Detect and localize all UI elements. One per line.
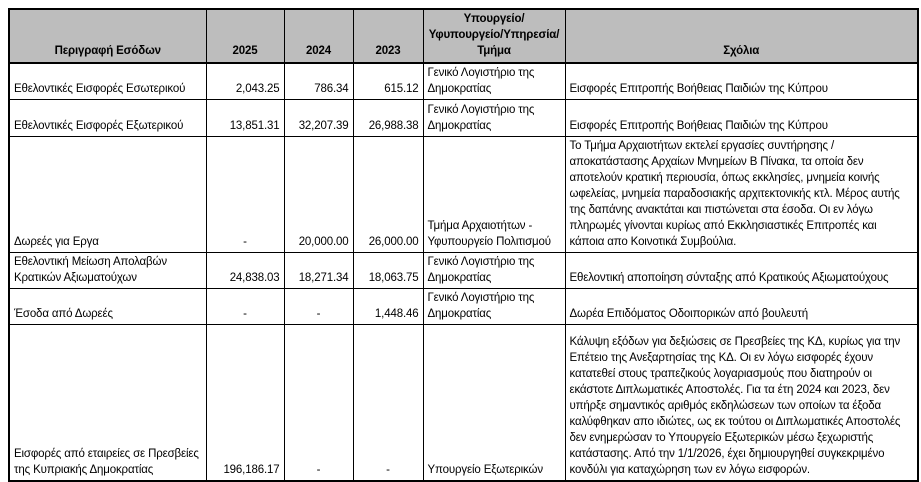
header-row [9, 9, 918, 63]
column-header-2025[interactable]: 2025 [206, 9, 284, 63]
cell-ministry[interactable]: Υπουργείο Εξωτερικών [423, 325, 565, 481]
cell-ministry[interactable]: Γενικό Λογιστήριο της Δημοκρατίας [423, 63, 565, 100]
cell-ministry[interactable]: Τμήμα Αρχαιοτήτων - Υφυπουργείο Πολιτισμού [423, 137, 565, 253]
column-header-2023[interactable]: 2023 [353, 9, 423, 63]
cell-2023-value[interactable]: 615.12 [353, 63, 423, 100]
cell-comments[interactable]: Το Τμήμα Αρχαιοτήτων εκτελεί εργασίες συντήρησης / αποκατάστασης Αρχαίων Μνημείων Β Πίνακα, τα οποία δεν αποτελούν κρατική περιουσία, όπως εκκλησίες, μνημεία κοινής ωφελείας, μνημεία παραδοσιακής αρχιτεκτονικής κτλ. Μέρος αυτής της δαπάνης ανακτάται και πιστώνεται στα έσοδα. Οι εν λόγω πληρωμές γίνονται κυρίως από Εκκλησιαστικές Επιτροπές και κάποια απο Κοινοτικά Συμβούλια. [565, 137, 918, 253]
cell-2023-value[interactable]: 26,000.00 [353, 137, 423, 253]
cell-description[interactable]: Εθελοντικές Εισφορές Εξωτερικού [9, 100, 206, 137]
cell-2023-value[interactable]: 26,988.38 [353, 100, 423, 137]
cell-description[interactable]: Εισφορές από εταιρείες σε Πρεσβείες της Κυπριακής Δημοκρατίας [9, 325, 206, 481]
column-header-2024[interactable]: 2024 [284, 9, 353, 63]
table-row [9, 137, 918, 253]
table-row [9, 63, 918, 100]
cell-ministry[interactable]: Γενικό Λογιστήριο της Δημοκρατίας [423, 253, 565, 289]
column-header-comments[interactable]: Σχόλια [565, 9, 918, 63]
column-header-description[interactable]: Περιγραφή Εσόδων [9, 9, 206, 63]
table-row [9, 289, 918, 325]
cell-2025-value[interactable]: - [206, 137, 284, 253]
table-row [9, 253, 918, 289]
cell-comments[interactable]: Δωρέα Επιδόματος Οδοιπορικών από βουλευτή [565, 289, 918, 325]
cell-2025-value[interactable]: 196,186.17 [206, 325, 284, 481]
cell-2025-value[interactable]: 24,838.03 [206, 253, 284, 289]
cell-2024-value[interactable]: 20,000.00 [284, 137, 353, 253]
cell-description[interactable]: Δωρεές για Εργα [9, 137, 206, 253]
cell-ministry[interactable]: Γενικό Λογιστήριο της Δημοκρατίας [423, 289, 565, 325]
spreadsheet-area [8, 8, 919, 482]
cell-comments[interactable]: Κάλυψη εξόδων για δεξιώσεις σε Πρεσβείες της ΚΔ, κυρίως για την Επέτειο της Ανεξαρτησίας της ΚΔ. Οι εν λόγω εισφορές έχουν κατατεθεί στους τραπεζικούς λογαριασμούς που διατηρούν οι εκάστοτε Διπλωματικές Αποστολές. Για τα έτη 2024 και 2023, δεν υπήρξε σημαντικός αριθμός εκδηλώσεων των οποίων τα έξοδα καλύφθηκαν απο ιδιώτες, ως εκ τούτου οι Διπλωματικές Αποστολές δεν ενημερώσαν το Υπουργείο Εξωτερικών μέσω ξεχωριστής κατάστασης. Από την 1/1/2026, έχει δημιουργηθεί συγκεκριμένο κονδύλι για καταχώρηση των εν λόγω εισφορών. [565, 325, 918, 481]
column-header-ministry[interactable]: Υπουργείο/Υφυπουργείο/Υπηρεσία/Τμήμα [423, 9, 565, 63]
cell-2025-value[interactable]: - [206, 289, 284, 325]
cell-2023-value[interactable]: - [353, 325, 423, 481]
cell-comments[interactable]: Εισφορές Επιτροπής Βοήθειας Παιδιών της Κύπρου [565, 100, 918, 137]
cell-2023-value[interactable]: 1,448.46 [353, 289, 423, 325]
cell-2024-value[interactable]: 32,207.39 [284, 100, 353, 137]
cell-comments[interactable]: Εθελοντική αποποίηση σύνταξης από Κρατικούς Αξιωματούχους [565, 253, 918, 289]
cell-2024-value[interactable]: 18,271.34 [284, 253, 353, 289]
cell-description[interactable]: Εθελοντική Μείωση Απολαβών Κρατικών Αξιωματούχων [9, 253, 206, 289]
cell-2024-value[interactable]: - [284, 289, 353, 325]
cell-2023-value[interactable]: 18,063.75 [353, 253, 423, 289]
cell-comments[interactable]: Εισφορές Επιτροπής Βοήθειας Παιδιών της Κύπρου [565, 63, 918, 100]
cell-2025-value[interactable]: 2,043.25 [206, 63, 284, 100]
revenue-table [8, 8, 919, 482]
cell-2024-value[interactable]: 786.34 [284, 63, 353, 100]
cell-ministry[interactable]: Γενικό Λογιστήριο της Δημοκρατίας [423, 100, 565, 137]
cell-2024-value[interactable]: - [284, 325, 353, 481]
cell-description[interactable]: Εθελοντικές Εισφορές Εσωτερικού [9, 63, 206, 100]
table-row [9, 325, 918, 481]
table-row [9, 100, 918, 137]
cell-2025-value[interactable]: 13,851.31 [206, 100, 284, 137]
cell-description[interactable]: Έσοδα από Δωρεές [9, 289, 206, 325]
